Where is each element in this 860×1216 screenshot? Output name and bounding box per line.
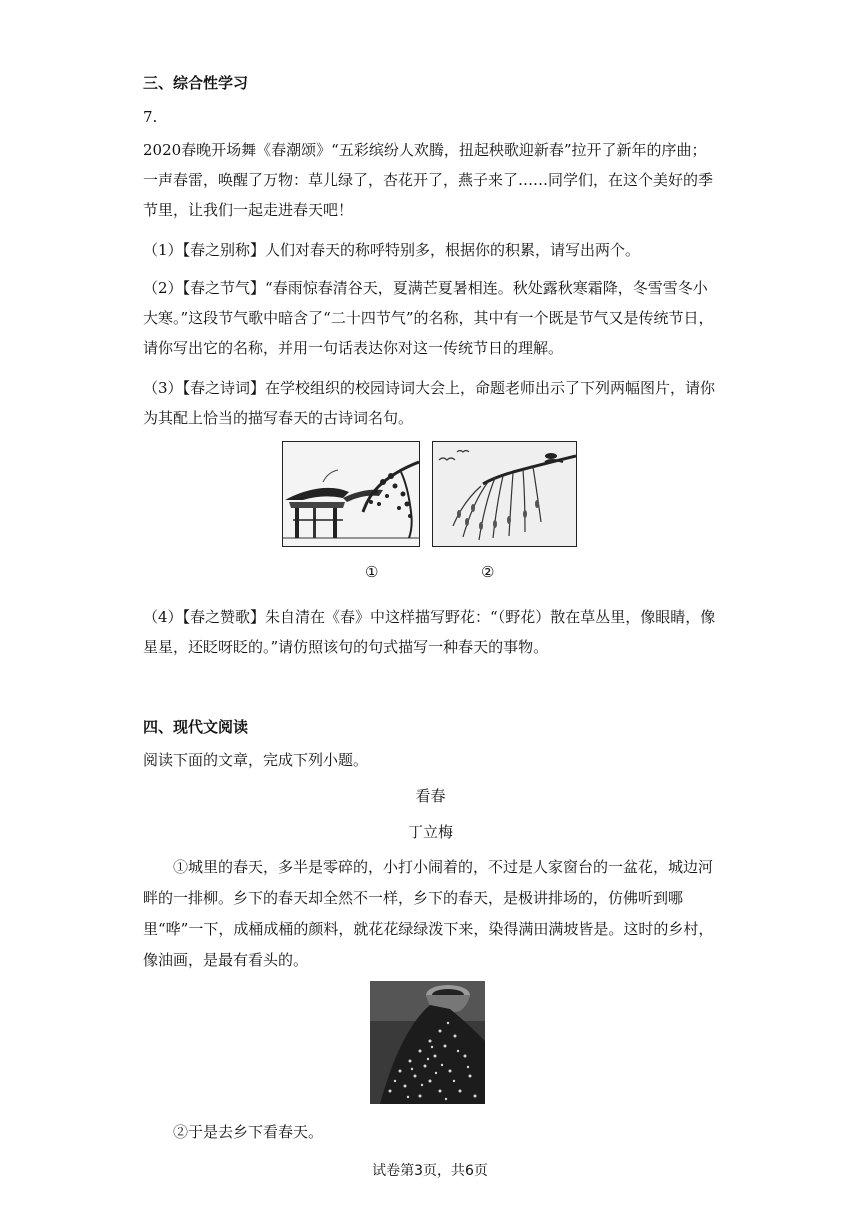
question-item-1: （1）【春之别称】人们对春天的称呼特别多，根据你的积累，请写出两个。: [143, 241, 641, 259]
flower-pot-photo: [370, 981, 485, 1104]
section4-heading: 四、现代文阅读: [143, 718, 249, 736]
article-title: 看春: [415, 787, 446, 805]
question-number: 7.: [143, 108, 158, 126]
page-footer: 试卷第3页，共6页: [372, 1163, 488, 1179]
section3-heading: 三、综合性学习: [143, 74, 249, 92]
article-paragraph-1: ①城里的春天，多半是零碎的，小打小闹着的，不过是人家窗台的一盆花，城边河畔的一排柳。乡下的春天却全然不一样，乡下的春天，是极讲排场的，仿佛听到哪里“哗”一下，成桶成桶的颜料，就花花绿绿泼下来，染得满田满坡皆是。这时的乡村，像油画，是最有看头的。: [143, 858, 714, 969]
image-caption-2: ②: [481, 563, 495, 581]
image-caption-1: ①: [365, 563, 379, 581]
question-intro: 2020春晚开场舞《春潮颂》“五彩缤纷人欢腾，扭起秧歌迎新春”拉开了新年的序曲；一声春雷，唤醒了万物：草儿绿了，杏花开了，燕子来了……同学们，在这个美好的季节里，让我们一起走进春天吧！: [143, 141, 714, 219]
reading-instruction: 阅读下面的文章，完成下列小题。: [143, 751, 369, 769]
article-author: 丁立梅: [407, 823, 453, 841]
pavilion-illustration: [282, 441, 420, 547]
article-paragraph-2: ②于是去乡下看春天。: [173, 1123, 324, 1141]
question-item-3: （3）【春之诗词】在学校组织的校园诗词大会上，命题老师出示了下列两幅图片，请你为其配上恰当的描写春天的古诗词名句。: [143, 379, 716, 427]
question-item-2: （2）【春之节气】“春雨惊春清谷天，夏满芒夏暑相连。秋处露秋寒霜降，冬雪雪冬小大寒。”这段节气歌中暗含了“二十四节气”的名称，其中有一个既是节气又是传统节日，请你写出它的名称，并用一句话表达你对这一传统节日的理解。: [143, 279, 714, 357]
willow-illustration: [432, 441, 577, 547]
question-item-4: （4）【春之赞歌】朱自清在《春》中这样描写野花：“（野花）散在草丛里，像眼睛，像星星，还眨呀眨的。”请仿照该句的句式描写一种春天的事物。: [143, 608, 716, 656]
